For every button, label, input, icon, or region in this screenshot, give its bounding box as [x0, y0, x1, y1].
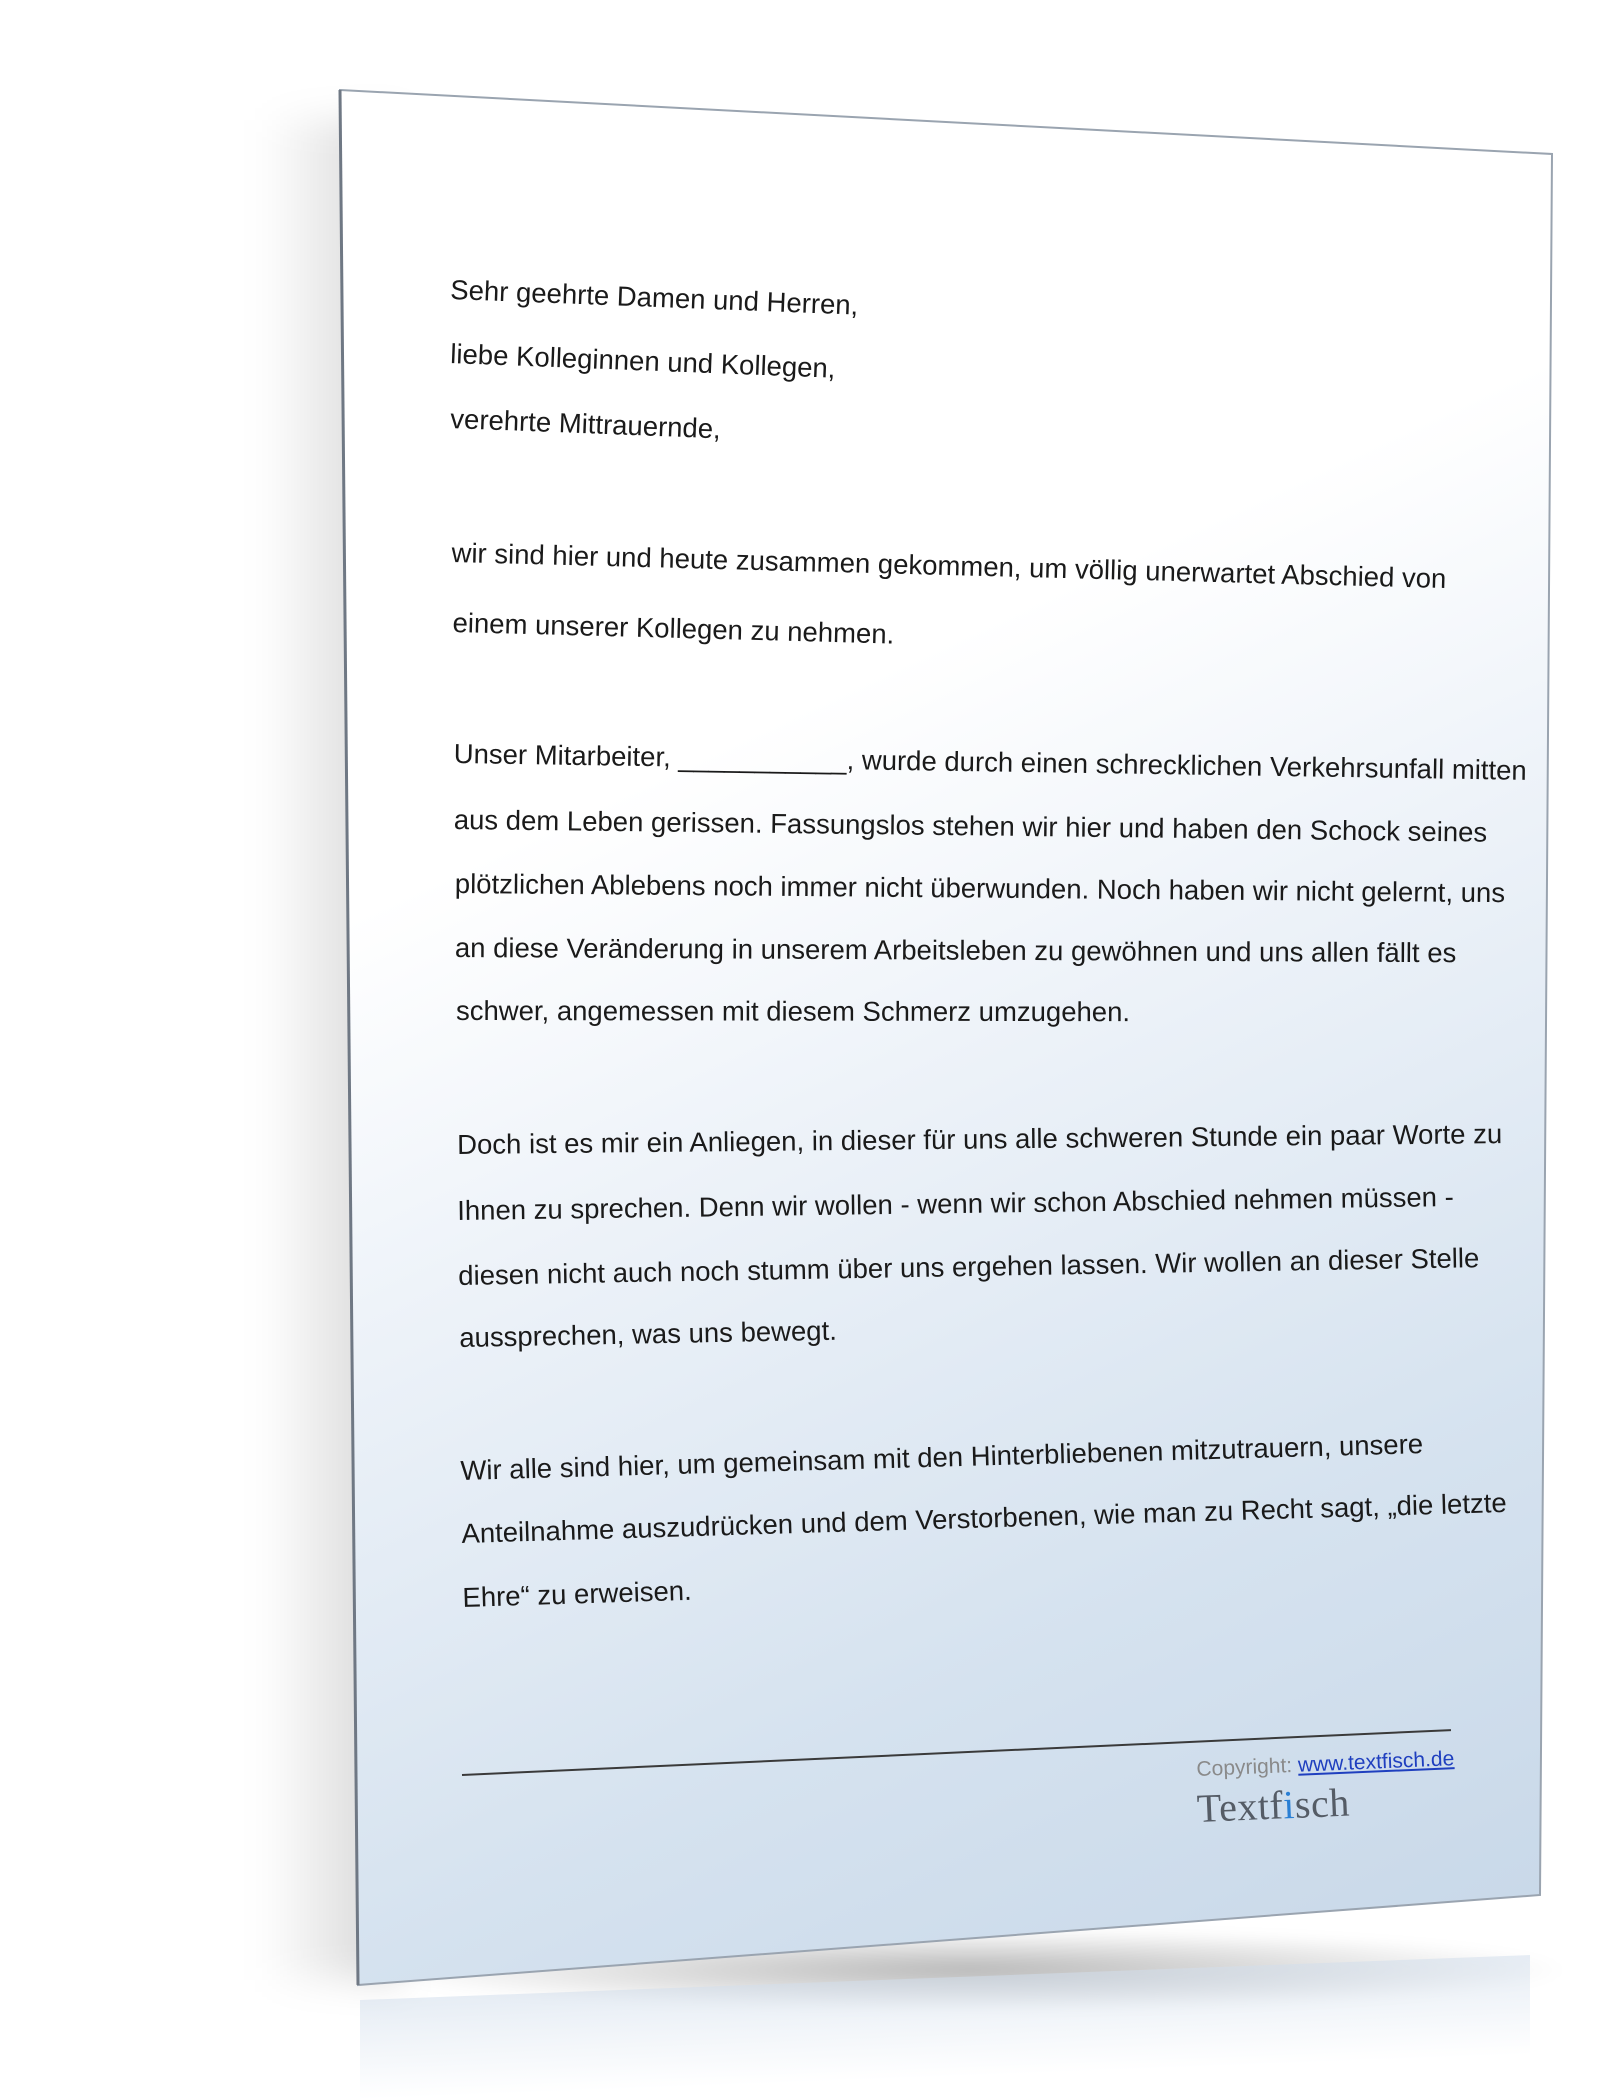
- copyright-label: Copyright:: [1196, 1753, 1293, 1781]
- copyright-link[interactable]: www.textfisch.de: [1297, 1747, 1455, 1777]
- salutation-line-2: liebe Kolleginnen und Kollegen,: [449, 338, 837, 384]
- paragraph-4-line-1: Wir alle sind hier, um gemeinsam mit den Hinterbliebenen mitzutrauern, unsere: [460, 1428, 1424, 1486]
- paragraph-2-line-3: plötzlichen Ablebens noch immer nicht überwunden. Noch haben wir nicht gelernt, uns: [454, 868, 1506, 909]
- paragraph-2-line-2: aus dem Leben gerissen. Fassungslos stehen wir hier und haben den Schock seines: [453, 804, 1488, 848]
- textfisch-logo: [1196, 1779, 1351, 1832]
- paragraph-1-line-1: wir sind hier und heute zusammen gekommen, um völlig unerwartet Abschied von: [451, 537, 1447, 595]
- paragraph-4-line-3: Ehre“ zu erweisen.: [462, 1574, 693, 1613]
- fish-icon: i: [1282, 1781, 1296, 1828]
- paragraph-3-line-3: diesen nicht auch noch stumm über uns ergehen lassen. Wir wollen an dieser Stelle: [458, 1242, 1480, 1291]
- logo-text-start: Textf: [1196, 1782, 1285, 1831]
- paragraph-1-line-2: einem unserer Kollegen zu nehmen.: [452, 607, 895, 650]
- paragraph-3-line-1: Doch ist es mir ein Anliegen, in dieser für uns alle schweren Stunde ein paar Worte zu: [457, 1118, 1503, 1160]
- salutation-line-3: verehrte Mittrauernde,: [449, 403, 722, 445]
- paragraph-2-line-1: Unser Mitarbeiter, ___________, wurde durch einen schrecklichen Verkehrsunfall mitten: [453, 738, 1527, 786]
- paragraph-4-line-2: Anteilnahme auszudrücken und dem Verstorbenen, wie man zu Recht sagt, „die letzte: [461, 1486, 1508, 1549]
- logo-text-end: sch: [1293, 1779, 1351, 1827]
- paragraph-2-line-5: schwer, angemessen mit diesem Schmerz umzugehen.: [455, 995, 1131, 1028]
- salutation-line-1: Sehr geehrte Damen und Herren,: [449, 274, 859, 321]
- paragraph-3-line-2: Ihnen zu sprechen. Denn wir wollen - wenn wir schon Abschied nehmen müssen -: [457, 1181, 1454, 1226]
- paragraph-3-line-4: aussprechen, was uns bewegt.: [459, 1314, 838, 1353]
- paragraph-2-line-4: an diese Veränderung in unserem Arbeitsleben zu gewöhnen und uns allen fällt es: [454, 932, 1457, 969]
